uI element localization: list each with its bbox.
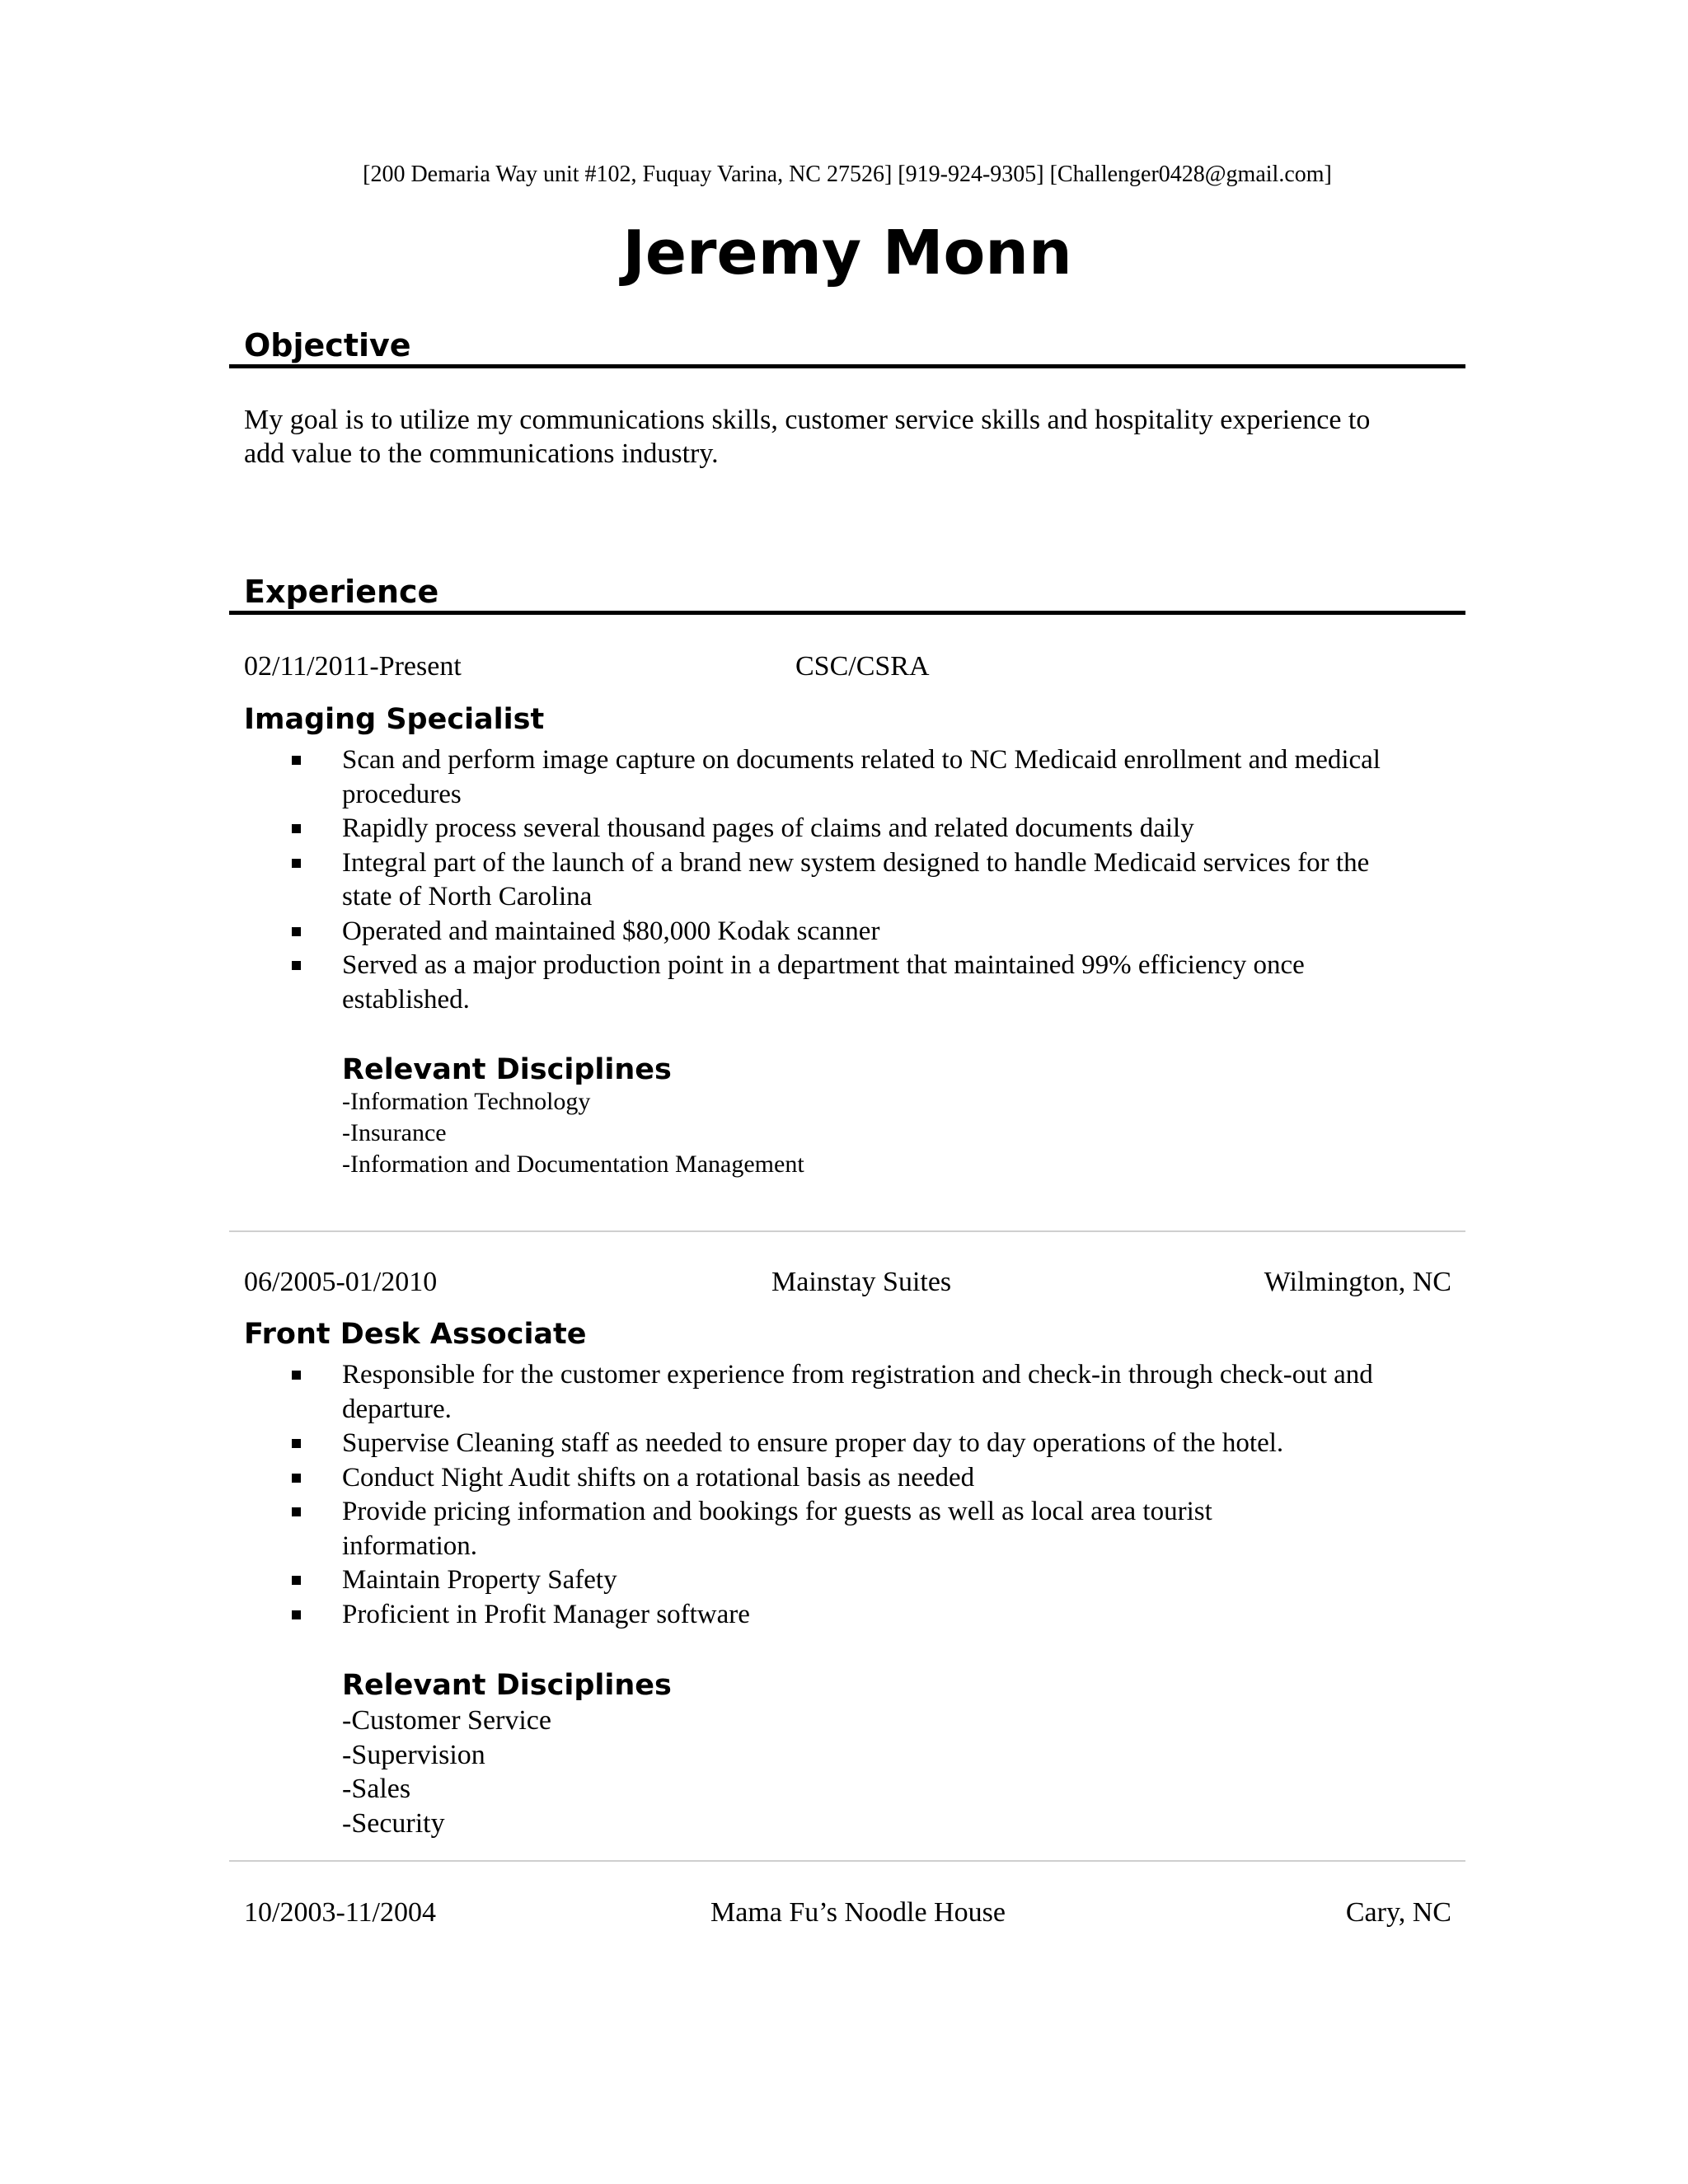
discipline-item: -Sales	[342, 1774, 411, 1804]
bullet-square-icon	[292, 756, 301, 765]
bullet-square-icon	[292, 1576, 301, 1585]
bullet-square-icon	[292, 1439, 301, 1448]
bullet-square-icon	[292, 961, 301, 970]
bullet-item: Maintain Property Safety	[229, 1563, 1465, 1598]
disciplines-list	[342, 1704, 551, 1840]
job-header-row	[244, 649, 1451, 684]
job-dates: 06/2005-01/2010	[244, 1267, 438, 1297]
experience-heading: Experience	[229, 573, 1465, 615]
discipline-item: -Security	[342, 1807, 445, 1839]
bullet-item: Integral part of the launch of a brand new system designed to handle Medicaid services for the state of North Carolina	[229, 846, 1465, 915]
job-location: Wilmington, NC	[1264, 1267, 1451, 1297]
discipline-item: -Customer Service	[342, 1705, 551, 1736]
job-company: Mainstay Suites	[771, 1267, 952, 1297]
job-company: CSC/CSRA	[795, 651, 930, 682]
bullet-item: Proficient in Profit Manager software	[229, 1598, 1465, 1633]
job-header-row	[244, 1896, 1451, 1930]
contact-line: [200 Demaria Way unit #102, Fuquay Varina, NC 27526] [919-924-9305] [Challenger0428@gmail.com]	[363, 162, 1332, 187]
discipline-item: -Supervision	[342, 1739, 485, 1770]
bullet-square-icon	[292, 859, 301, 868]
disciplines-list	[342, 1086, 804, 1180]
job-company: Mama Fu’s Noodle House	[710, 1897, 1006, 1928]
bullet-item: Served as a major production point in a department that maintained 99% efficiency once established.	[229, 949, 1465, 1017]
job-divider	[229, 1230, 1465, 1232]
bullet-square-icon	[292, 927, 301, 936]
job-bullets	[229, 743, 1465, 1017]
candidate-name: Jeremy Monn	[622, 218, 1072, 288]
bullet-square-icon	[292, 824, 301, 833]
objective-text	[244, 403, 1456, 471]
discipline-item: -Information and Documentation Management	[342, 1151, 804, 1178]
objective-line: My goal is to utilize my communications skills, customer service skills and hospitality experience to	[244, 405, 1371, 435]
job-header-row	[244, 1265, 1451, 1300]
objective-line: add value to the communications industry.	[244, 438, 719, 469]
discipline-item: -Insurance	[342, 1119, 447, 1146]
bullet-item: Responsible for the customer experience from registration and check-in through check-out and departure.	[229, 1358, 1465, 1427]
bullet-square-icon	[292, 1474, 301, 1483]
discipline-item: -Information Technology	[342, 1088, 591, 1115]
objective-heading: Objective	[229, 326, 1465, 368]
disciplines-heading: Relevant Disciplines	[342, 1669, 672, 1702]
disciplines-heading: Relevant Disciplines	[342, 1053, 672, 1086]
job-dates: 02/11/2011-Present	[244, 651, 462, 682]
job-title: Imaging Specialist	[244, 703, 545, 736]
job-dates: 10/2003-11/2004	[244, 1897, 436, 1928]
bullet-item: Supervise Cleaning staff as needed to ensure proper day to day operations of the hotel.	[229, 1427, 1465, 1461]
job-divider	[229, 1860, 1465, 1862]
bullet-item: Rapidly process several thousand pages of claims and related documents daily	[229, 812, 1465, 846]
job-title: Front Desk Associate	[244, 1318, 587, 1351]
bullet-square-icon	[292, 1371, 301, 1380]
bullet-square-icon	[292, 1610, 301, 1619]
job-location: Cary, NC	[1345, 1897, 1451, 1928]
bullet-item: Scan and perform image capture on documents related to NC Medicaid enrollment and medical procedures	[229, 743, 1465, 812]
bullet-square-icon	[292, 1507, 301, 1516]
bullet-item: Operated and maintained $80,000 Kodak scanner	[229, 915, 1465, 949]
job-bullets	[229, 1358, 1465, 1632]
bullet-item: Provide pricing information and bookings for guests as well as local area tourist information.	[229, 1495, 1465, 1563]
bullet-item: Conduct Night Audit shifts on a rotational basis as needed	[229, 1461, 1465, 1496]
